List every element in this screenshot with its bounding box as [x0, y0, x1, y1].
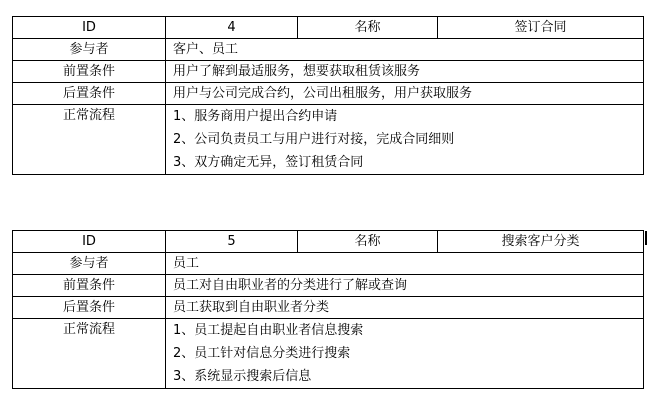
- flow-step: 2、公司负责员工与用户进行对接，完成合同细则: [173, 132, 455, 147]
- actors-label: 参与者: [13, 253, 166, 275]
- postcondition-value: 用户与公司完成合约，公司出租服务，用户获取服务: [166, 83, 644, 105]
- precondition-row: [13, 61, 644, 83]
- use-case-table-2: [12, 230, 644, 389]
- postcondition-row: [13, 297, 644, 319]
- name-label: 名称: [298, 17, 438, 39]
- postcondition-row: [13, 83, 644, 105]
- name-value: 签订合同: [438, 17, 644, 39]
- precondition-label: 前置条件: [13, 275, 166, 297]
- id-label: ID: [13, 231, 166, 253]
- use-case-table-1: [12, 16, 644, 175]
- actors-value: 员工: [166, 253, 644, 275]
- flow-steps: [166, 105, 644, 175]
- postcondition-label: 后置条件: [13, 297, 166, 319]
- precondition-row: [13, 275, 644, 297]
- id-value: 5: [166, 231, 298, 253]
- id-value: 4: [166, 17, 298, 39]
- postcondition-value: 员工获取到自由职业者分类: [166, 297, 644, 319]
- flow-label: 正常流程: [13, 105, 166, 175]
- flow-step: 1、员工提起自由职业者信息搜索: [173, 323, 364, 338]
- actors-label: 参与者: [13, 39, 166, 61]
- flow-row: [13, 319, 644, 389]
- id-row: [13, 231, 644, 253]
- id-row: [13, 17, 644, 39]
- flow-step: 1、服务商用户提出合约申请: [173, 109, 338, 124]
- flow-step: 3、系统显示搜索后信息: [173, 369, 312, 384]
- id-label: ID: [13, 17, 166, 39]
- flow-step: 2、员工针对信息分类进行搜索: [173, 346, 351, 361]
- name-value: 搜索客户分类: [438, 231, 644, 253]
- actors-row: [13, 39, 644, 61]
- precondition-value: 员工对自由职业者的分类进行了解或查询: [166, 275, 644, 297]
- precondition-value: 用户了解到最适服务，想要获取租赁该服务: [166, 61, 644, 83]
- actors-value: 客户、员工: [166, 39, 644, 61]
- text-cursor: [645, 231, 647, 245]
- name-label: 名称: [298, 231, 438, 253]
- flow-step: 3、双方确定无异，签订租赁合同: [173, 155, 364, 170]
- actors-row: [13, 253, 644, 275]
- postcondition-label: 后置条件: [13, 83, 166, 105]
- flow-steps: [166, 319, 644, 389]
- flow-row: [13, 105, 644, 175]
- precondition-label: 前置条件: [13, 61, 166, 83]
- flow-label: 正常流程: [13, 319, 166, 389]
